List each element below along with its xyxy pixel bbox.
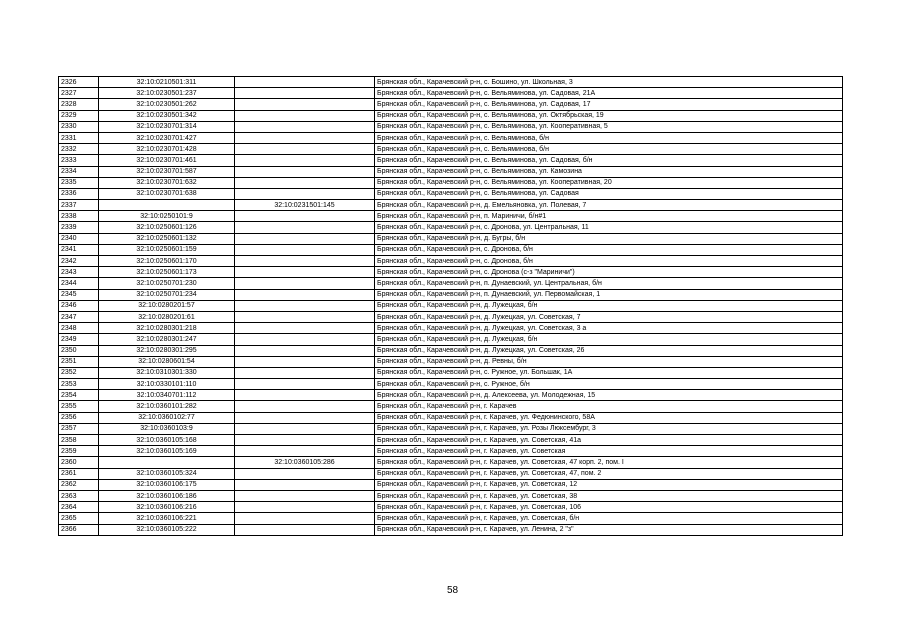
address-cell: Брянская обл., Карачевский р-н, с. Вельяминова, б/н — [375, 144, 843, 155]
address-cell: Брянская обл., Карачевский р-н, г. Карачев, ул. Советская, 106 — [375, 502, 843, 513]
row-number-cell: 2346 — [59, 300, 99, 311]
cadastral-number-cell: 32:10:0360106:186 — [99, 490, 235, 501]
address-cell: Брянская обл., Карачевский р-н, г. Карачев, ул. Советская, б/н — [375, 513, 843, 524]
address-cell: Брянская обл., Карачевский р-н, п. Дунаевский, ул. Центральная, б/н — [375, 278, 843, 289]
cadastral-number-cell: 32:10:0250601:173 — [99, 267, 235, 278]
cadastral-number-alt-cell — [235, 211, 375, 222]
row-number-cell: 2338 — [59, 211, 99, 222]
table-row — [59, 435, 843, 446]
cadastral-number-alt-cell — [235, 334, 375, 345]
cadastral-number-cell: 32:10:0210501:311 — [99, 77, 235, 88]
address-cell: Брянская обл., Карачевский р-н, д. Лужецкая, б/н — [375, 300, 843, 311]
cadastral-number-cell: 32:10:0360106:221 — [99, 513, 235, 524]
cadastral-number-alt-cell — [235, 323, 375, 334]
cadastral-number-alt-cell — [235, 244, 375, 255]
row-number-cell: 2343 — [59, 267, 99, 278]
table-row — [59, 490, 843, 501]
cadastral-number-cell: 32:10:0360103:9 — [99, 423, 235, 434]
cadastral-number-alt-cell — [235, 423, 375, 434]
table-row — [59, 334, 843, 345]
cadastral-number-alt-cell — [235, 267, 375, 278]
table-row — [59, 77, 843, 88]
table-row — [59, 479, 843, 490]
table-row — [59, 267, 843, 278]
cadastral-number-alt-cell — [235, 390, 375, 401]
address-cell: Брянская обл., Карачевский р-н, г. Карачев, ул. Советская, 12 — [375, 479, 843, 490]
table-row — [59, 144, 843, 155]
cadastral-number-alt-cell — [235, 132, 375, 143]
address-cell: Брянская обл., Карачевский р-н, г. Карачев, ул. Федюнинского, 58А — [375, 412, 843, 423]
cadastral-number-alt-cell — [235, 88, 375, 99]
cadastral-number-alt-cell — [235, 233, 375, 244]
address-cell: Брянская обл., Карачевский р-н, д. Ревны, б/н — [375, 356, 843, 367]
cadastral-number-cell: 32:10:0230701:427 — [99, 132, 235, 143]
table-row — [59, 457, 843, 468]
cadastral-number-cell: 32:10:0250701:234 — [99, 289, 235, 300]
address-cell: Брянская обл., Карачевский р-н, с. Вельяминова, ул. Камозина — [375, 166, 843, 177]
row-number-cell: 2357 — [59, 423, 99, 434]
address-cell: Брянская обл., Карачевский р-н, с. Дронова (с-з "Мариничи") — [375, 267, 843, 278]
table-row — [59, 524, 843, 535]
table-row — [59, 513, 843, 524]
row-number-cell: 2326 — [59, 77, 99, 88]
cadastral-number-alt-cell: 32:10:0231501:145 — [235, 200, 375, 211]
row-number-cell: 2331 — [59, 132, 99, 143]
address-cell: Брянская обл., Карачевский р-н, г. Карачев, ул. Ленина, 2 "з" — [375, 524, 843, 535]
address-cell: Брянская обл., Карачевский р-н, с. Вельяминова, б/н — [375, 132, 843, 143]
table-row — [59, 233, 843, 244]
table-row — [59, 132, 843, 143]
cadastral-number-alt-cell — [235, 177, 375, 188]
row-number-cell: 2333 — [59, 155, 99, 166]
cadastral-number-alt-cell — [235, 446, 375, 457]
address-cell: Брянская обл., Карачевский р-н, п. Дунаевский, ул. Первомайская, 1 — [375, 289, 843, 300]
table-row — [59, 121, 843, 132]
cadastral-number-alt-cell — [235, 524, 375, 535]
cadastral-number-alt-cell — [235, 379, 375, 390]
row-number-cell: 2366 — [59, 524, 99, 535]
table-row — [59, 166, 843, 177]
row-number-cell: 2365 — [59, 513, 99, 524]
table-row — [59, 323, 843, 334]
cadastral-number-cell: 32:10:0330101:110 — [99, 379, 235, 390]
address-cell: Брянская обл., Карачевский р-н, г. Карачев — [375, 401, 843, 412]
table-row — [59, 390, 843, 401]
cadastral-number-alt-cell — [235, 502, 375, 513]
address-cell: Брянская обл., Карачевский р-н, д. Лужецкая, б/н — [375, 334, 843, 345]
address-cell: Брянская обл., Карачевский р-н, с. Вельяминова, ул. Кооперативная, 20 — [375, 177, 843, 188]
cadastral-number-cell: 32:10:0230701:461 — [99, 155, 235, 166]
row-number-cell: 2327 — [59, 88, 99, 99]
table-row — [59, 423, 843, 434]
cadastral-number-cell: 32:10:0250101:9 — [99, 211, 235, 222]
row-number-cell: 2349 — [59, 334, 99, 345]
address-cell: Брянская обл., Карачевский р-н, г. Карачев, ул. Советская — [375, 446, 843, 457]
cadastral-number-alt-cell — [235, 155, 375, 166]
table-row — [59, 345, 843, 356]
row-number-cell: 2360 — [59, 457, 99, 468]
row-number-cell: 2352 — [59, 367, 99, 378]
row-number-cell: 2353 — [59, 379, 99, 390]
cadastral-number-alt-cell — [235, 110, 375, 121]
address-cell: Брянская обл., Карачевский р-н, с. Дронова, ул. Центральная, 11 — [375, 222, 843, 233]
row-number-cell: 2361 — [59, 468, 99, 479]
row-number-cell: 2335 — [59, 177, 99, 188]
row-number-cell: 2364 — [59, 502, 99, 513]
cadastral-number-cell: 32:10:0280201:57 — [99, 300, 235, 311]
table-row — [59, 278, 843, 289]
cadastral-number-cell: 32:10:0340701:112 — [99, 390, 235, 401]
address-cell: Брянская обл., Карачевский р-н, д. Лужецкая, ул. Советская, 26 — [375, 345, 843, 356]
row-number-cell: 2350 — [59, 345, 99, 356]
cadastral-number-cell: 32:10:0360105:168 — [99, 435, 235, 446]
table-row — [59, 300, 843, 311]
cadastral-number-alt-cell — [235, 412, 375, 423]
cadastral-number-cell: 32:10:0230501:262 — [99, 99, 235, 110]
address-cell: Брянская обл., Карачевский р-н, д. Лужецкая, ул. Советская, 7 — [375, 311, 843, 322]
row-number-cell: 2332 — [59, 144, 99, 155]
cadastral-number-alt-cell — [235, 300, 375, 311]
cadastral-number-cell: 32:10:0230701:428 — [99, 144, 235, 155]
table-row — [59, 155, 843, 166]
row-number-cell: 2359 — [59, 446, 99, 457]
cadastral-number-alt-cell — [235, 311, 375, 322]
row-number-cell: 2330 — [59, 121, 99, 132]
cadastral-number-alt-cell — [235, 479, 375, 490]
address-cell: Брянская обл., Карачевский р-н, с. Ружное, б/н — [375, 379, 843, 390]
address-cell: Брянская обл., Карачевский р-н, д. Емельяновка, ул. Полевая, 7 — [375, 200, 843, 211]
row-number-cell: 2363 — [59, 490, 99, 501]
row-number-cell: 2362 — [59, 479, 99, 490]
table-row — [59, 446, 843, 457]
address-cell: Брянская обл., Карачевский р-н, г. Карачев, ул. Советская, 47 корп. 2, пом. I — [375, 457, 843, 468]
row-number-cell: 2340 — [59, 233, 99, 244]
cadastral-number-alt-cell — [235, 345, 375, 356]
row-number-cell: 2334 — [59, 166, 99, 177]
table-row — [59, 88, 843, 99]
table-row — [59, 401, 843, 412]
address-cell: Брянская обл., Карачевский р-н, с. Дронова, б/н — [375, 244, 843, 255]
address-cell: Брянская обл., Карачевский р-н, г. Карачев, ул. Советская, 38 — [375, 490, 843, 501]
table-row — [59, 222, 843, 233]
address-cell: Брянская обл., Карачевский р-н, с. Дронова, б/н — [375, 256, 843, 267]
cadastral-number-cell: 32:10:0360106:216 — [99, 502, 235, 513]
cadastral-number-cell: 32:10:0250601:159 — [99, 244, 235, 255]
cadastral-number-cell: 32:10:0230501:237 — [99, 88, 235, 99]
row-number-cell: 2358 — [59, 435, 99, 446]
row-number-cell: 2348 — [59, 323, 99, 334]
cadastral-number-cell: 32:10:0280201:61 — [99, 311, 235, 322]
table-row — [59, 177, 843, 188]
address-cell: Брянская обл., Карачевский р-н, с. Вельяминова, ул. Садовая, 21А — [375, 88, 843, 99]
cadastral-number-alt-cell — [235, 222, 375, 233]
table-row — [59, 244, 843, 255]
cadastral-number-alt-cell — [235, 289, 375, 300]
address-cell: Брянская обл., Карачевский р-н, с. Вельяминова, ул. Садовая — [375, 188, 843, 199]
row-number-cell: 2345 — [59, 289, 99, 300]
row-number-cell: 2355 — [59, 401, 99, 412]
cadastral-number-cell: 32:10:0250701:230 — [99, 278, 235, 289]
cadastral-number-cell: 32:10:0360102:77 — [99, 412, 235, 423]
cadastral-number-cell: 32:10:0360105:324 — [99, 468, 235, 479]
address-cell: Брянская обл., Карачевский р-н, с. Ружное, ул. Большак, 1А — [375, 367, 843, 378]
cadastral-number-alt-cell — [235, 278, 375, 289]
cadastral-number-alt-cell — [235, 188, 375, 199]
address-cell: Брянская обл., Карачевский р-н, с. Вельяминова, ул. Садовая, 17 — [375, 99, 843, 110]
cadastral-number-cell: 32:10:0360105:169 — [99, 446, 235, 457]
cadastral-number-cell: 32:10:0230501:342 — [99, 110, 235, 121]
row-number-cell: 2351 — [59, 356, 99, 367]
table-row — [59, 200, 843, 211]
row-number-cell: 2329 — [59, 110, 99, 121]
cadastral-number-alt-cell — [235, 490, 375, 501]
row-number-cell: 2341 — [59, 244, 99, 255]
cadastral-number-alt-cell: 32:10:0360105:286 — [235, 457, 375, 468]
address-cell: Брянская обл., Карачевский р-н, с. Вельяминова, ул. Садовая, б/н — [375, 155, 843, 166]
table-row — [59, 502, 843, 513]
table-row — [59, 211, 843, 222]
cadastral-number-cell: 32:10:0360101:282 — [99, 401, 235, 412]
address-cell: Брянская обл., Карачевский р-н, д. Лужецкая, ул. Советская, 3 а — [375, 323, 843, 334]
address-cell: Брянская обл., Карачевский р-н, г. Карачев, ул. Розы Люксембург, 3 — [375, 423, 843, 434]
row-number-cell: 2344 — [59, 278, 99, 289]
cadastral-number-cell: 32:10:0280301:295 — [99, 345, 235, 356]
cadastral-number-cell: 32:10:0230701:632 — [99, 177, 235, 188]
cadastral-number-cell — [99, 200, 235, 211]
property-table-body — [59, 77, 843, 536]
cadastral-number-cell: 32:10:0360105:222 — [99, 524, 235, 535]
cadastral-number-cell: 32:10:0250601:126 — [99, 222, 235, 233]
cadastral-number-alt-cell — [235, 99, 375, 110]
cadastral-number-alt-cell — [235, 356, 375, 367]
table-row — [59, 311, 843, 322]
cadastral-number-alt-cell — [235, 256, 375, 267]
table-row — [59, 367, 843, 378]
row-number-cell: 2336 — [59, 188, 99, 199]
cadastral-number-cell: 32:10:0250601:132 — [99, 233, 235, 244]
page-number: 58 — [446, 585, 459, 596]
table-row — [59, 188, 843, 199]
address-cell: Брянская обл., Карачевский р-н, д. Алексеева, ул. Молодежная, 15 — [375, 390, 843, 401]
table-row — [59, 468, 843, 479]
cadastral-number-cell: 32:10:0230701:314 — [99, 121, 235, 132]
cadastral-number-alt-cell — [235, 121, 375, 132]
cadastral-number-cell: 32:10:0250601:170 — [99, 256, 235, 267]
cadastral-number-alt-cell — [235, 468, 375, 479]
row-number-cell: 2328 — [59, 99, 99, 110]
cadastral-number-cell — [99, 457, 235, 468]
cadastral-number-cell: 32:10:0280601:54 — [99, 356, 235, 367]
cadastral-number-alt-cell — [235, 77, 375, 88]
row-number-cell: 2342 — [59, 256, 99, 267]
address-cell: Брянская обл., Карачевский р-н, д. Бугры, б/н — [375, 233, 843, 244]
cadastral-number-alt-cell — [235, 144, 375, 155]
address-cell: Брянская обл., Карачевский р-н, с. Вельяминова, ул. Кооперативная, 5 — [375, 121, 843, 132]
row-number-cell: 2339 — [59, 222, 99, 233]
cadastral-number-alt-cell — [235, 166, 375, 177]
address-cell: Брянская обл., Карачевский р-н, г. Карачев, ул. Советская, 47, пом. 2 — [375, 468, 843, 479]
cadastral-number-cell: 32:10:0310301:330 — [99, 367, 235, 378]
cadastral-number-alt-cell — [235, 367, 375, 378]
table-row — [59, 256, 843, 267]
address-cell: Брянская обл., Карачевский р-н, п. Мариничи, б/н#1 — [375, 211, 843, 222]
cadastral-number-cell: 32:10:0280301:218 — [99, 323, 235, 334]
cadastral-number-cell: 32:10:0360106:175 — [99, 479, 235, 490]
address-cell: Брянская обл., Карачевский р-н, с. Вельяминова, ул. Октябрьская, 19 — [375, 110, 843, 121]
table-row — [59, 379, 843, 390]
row-number-cell: 2356 — [59, 412, 99, 423]
table-row — [59, 412, 843, 423]
table-row — [59, 356, 843, 367]
row-number-cell: 2354 — [59, 390, 99, 401]
cadastral-number-cell: 32:10:0230701:638 — [99, 188, 235, 199]
table-row — [59, 110, 843, 121]
row-number-cell: 2347 — [59, 311, 99, 322]
cadastral-number-alt-cell — [235, 435, 375, 446]
table-row — [59, 289, 843, 300]
cadastral-number-alt-cell — [235, 401, 375, 412]
cadastral-number-alt-cell — [235, 513, 375, 524]
address-cell: Брянская обл., Карачевский р-н, с. Бошино, ул. Школьная, 3 — [375, 77, 843, 88]
table-row — [59, 99, 843, 110]
row-number-cell: 2337 — [59, 200, 99, 211]
cadastral-number-cell: 32:10:0230701:587 — [99, 166, 235, 177]
address-cell: Брянская обл., Карачевский р-н, г. Карачев, ул. Советская, 41а — [375, 435, 843, 446]
cadastral-number-cell: 32:10:0280301:247 — [99, 334, 235, 345]
property-table — [58, 76, 843, 536]
